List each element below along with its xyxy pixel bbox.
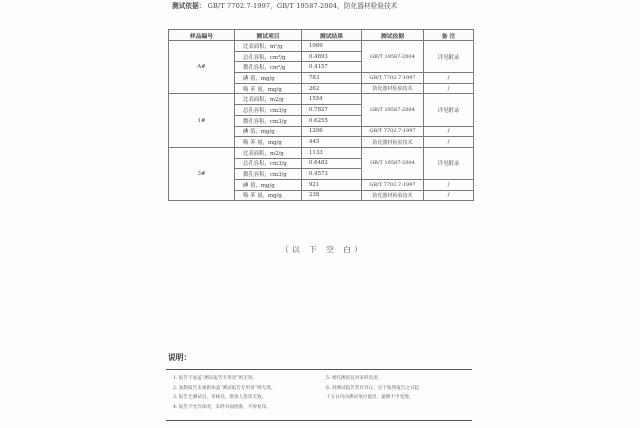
test-result: 0.7827	[302, 105, 362, 116]
test-basis: 防化器材检验技术	[362, 190, 424, 201]
test-basis: GB/T 7702.7-1997	[362, 73, 424, 84]
note-line: 1. 报告不加盖“测试报告专用章”则无效。	[173, 376, 258, 381]
col-header-basis: 测试依据	[362, 30, 424, 41]
test-result: 1554	[302, 94, 362, 105]
test-item: 比表面积，m2/g	[235, 94, 302, 105]
test-basis: GB/T 7702.7-1997	[362, 126, 424, 137]
test-basis: GB/T 7702.7-1997	[362, 179, 424, 190]
table-row	[169, 147, 474, 158]
test-basis: GB/T 19587-2004	[362, 41, 424, 73]
note-line: 5. 委托测试仅对来样负责。	[326, 376, 383, 381]
explanation-title: 说明：	[168, 353, 192, 362]
test-item: 微孔容积，cm3/g	[235, 115, 302, 126]
note-line: 2. 复制报告未重新加盖“测试报告专用章”则无效。	[173, 385, 276, 391]
remark: 详见附录	[424, 94, 474, 126]
test-item: 吸 苯 量，mg/g	[235, 190, 302, 201]
table-header-row	[169, 30, 474, 41]
test-result: 0.4893	[302, 51, 362, 62]
test-item: 碘 值，mg/g	[235, 126, 302, 137]
remark: 详见附录	[424, 41, 474, 73]
note-line: 4. 报告不允许涂改，未经书面批准，不得复印。	[173, 404, 271, 410]
test-result: 921	[302, 179, 362, 190]
test-item: 微孔容积，cm³/g	[235, 62, 302, 73]
remark: /	[424, 126, 474, 137]
remark: /	[424, 179, 474, 190]
notes-bottom-rule	[166, 420, 472, 421]
test-item: 吸 苯 量，mg/g	[235, 83, 302, 94]
test-item: 总孔容积，cm³/g	[235, 51, 302, 62]
test-basis-line	[172, 0, 397, 10]
test-item: 比表面积，m2/g	[235, 147, 302, 158]
test-result: 238	[302, 190, 362, 201]
test-basis: GB/T 19587-2004	[362, 147, 424, 179]
remark: /	[424, 190, 474, 201]
test-result: 1133	[302, 147, 362, 158]
table-row	[169, 94, 474, 105]
test-result: 783	[302, 73, 362, 84]
note-line: 十五日内向测试单位提出，逾期不予受理。	[326, 395, 414, 400]
test-item: 微孔容积，cm3/g	[235, 169, 302, 180]
test-item: 总孔容积，cm3/g	[235, 158, 302, 169]
sample-id: A#	[169, 41, 235, 94]
sample-id: 1#	[169, 94, 235, 147]
test-item: 比表面积，m²/g	[235, 41, 302, 52]
test-item: 总孔容积，cm3/g	[235, 105, 302, 116]
test-result: 0.4157	[302, 62, 362, 73]
note-line: 6. 对测试报告若有异议，应于收到报告之日起	[326, 385, 420, 391]
blank-below-note: （以 下 空 白）	[281, 245, 366, 254]
test-basis: 防化器材检验技术	[362, 83, 424, 94]
test-result: 445	[302, 137, 362, 148]
notes-top-rule	[166, 369, 472, 370]
results-table	[168, 29, 474, 201]
test-result: 262	[302, 83, 362, 94]
test-result: 1206	[302, 126, 362, 137]
remark: /	[424, 73, 474, 84]
test-result: 0.6482	[302, 158, 362, 169]
test-item: 吸 苯 量，mg/g	[235, 137, 302, 148]
note-line: 3. 报告无测试员、审核员、批准人签章无效。	[173, 395, 267, 400]
test-item: 碘 值，mg/g	[235, 179, 302, 190]
test-basis-label: 测试依据：	[172, 2, 206, 10]
test-item: 碘 值，mg/g	[235, 73, 302, 84]
remark: /	[424, 83, 474, 94]
col-header-note: 备 注	[424, 30, 474, 41]
col-header-result: 测试结果	[302, 30, 362, 41]
col-header-item: 测试项目	[235, 30, 302, 41]
remark: 详见附录	[424, 147, 474, 179]
remark: /	[424, 137, 474, 148]
test-result: 0.6255	[302, 115, 362, 126]
test-basis: GB/T 19587-2004	[362, 94, 424, 126]
table-row	[169, 41, 474, 52]
sample-id: 3#	[169, 147, 235, 200]
test-basis: 防化器材检验技术	[362, 137, 424, 148]
col-header-sample: 样品编号	[169, 30, 235, 41]
notes-left-column	[173, 374, 323, 412]
test-result: 1069	[302, 41, 362, 52]
test-basis-text: GB/T 7702.7-1997，GB/T 19587-2004，防化器材检验技术	[207, 2, 398, 10]
notes-right-column	[326, 374, 472, 403]
test-result: 0.4573	[302, 169, 362, 180]
